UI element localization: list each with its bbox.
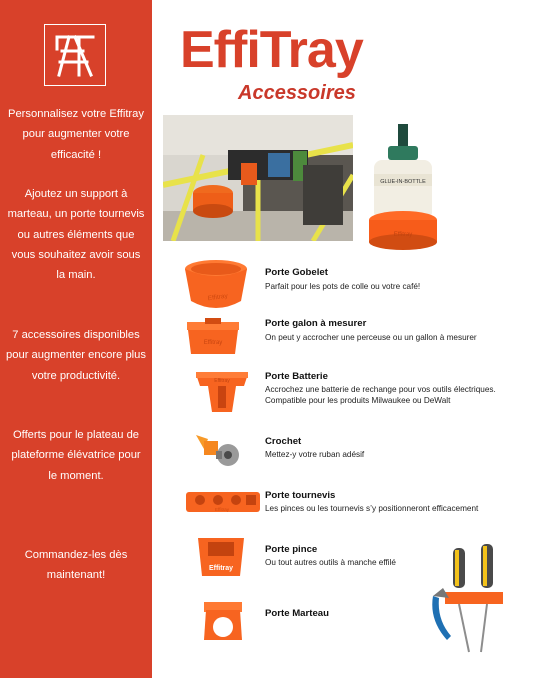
bottle-label: GLUE-IN-BOTTLE: [380, 179, 426, 185]
svg-text:Effitray: Effitray: [214, 378, 230, 384]
sidebar-paragraph-intro: Personnalisez votre Effitray pour augmenter votre efficacité !: [8, 108, 144, 161]
screwdriver-holder-icon: [184, 488, 262, 516]
battery-holder-icon: [192, 368, 252, 416]
svg-text:Effitray: Effitray: [207, 292, 229, 303]
sidebar-paragraph-support: Ajoutez un support à marteau, un porte tournevis ou autres éléments que vous souhaitez avoir sous la main.: [7, 188, 145, 282]
product-name-hook: Crochet: [265, 436, 302, 447]
hammer-holder-icon: [200, 600, 246, 644]
product-description-battery-holder: Accrochez une batterie de rechange pour vos outils électriques.: [265, 385, 496, 394]
product-description-cup-holder: Parfait pour les pots de colle ou votre café!: [265, 282, 421, 291]
sidebar-paragraph-cta: Commandez-les dès maintenant!: [24, 549, 128, 582]
bottle-in-holder-photo: [362, 124, 444, 254]
product-name-cup-holder: Porte Gobelet: [265, 267, 328, 278]
sidebar-paragraph-offer: Offerts pour le plateau de plateforme élévatrice pour le moment.: [11, 429, 141, 482]
product-name-tape-holder: Porte galon à mesurer: [265, 318, 367, 329]
cup-holder-icon: [181, 257, 251, 317]
product-name-battery-holder: Porte Batterie: [265, 371, 328, 382]
sidebar: [0, 0, 152, 678]
tray-brand-mark: Effitray: [393, 232, 413, 238]
product-description-tape-holder: On peut y accrocher une perceuse ou un gallon à mesurer: [265, 333, 477, 342]
product-description-screwdriver-holder: Les pinces ou les tournevis s’y positionneront efficacement: [265, 504, 479, 513]
product-description-battery-compat: Compatible pour les produits Milwaukee ou DeWalt: [265, 396, 451, 405]
product-description-plier-holder: Ou tout autres outils à manche effilé: [265, 558, 396, 567]
svg-text:Effitray: Effitray: [208, 565, 234, 572]
sidebar-paragraph-count: 7 accessoires disponibles pour augmenter encore plus votre productivité.: [6, 329, 146, 382]
product-name-screwdriver-holder: Porte tournevis: [265, 490, 336, 501]
ladder-logo-icon: [44, 24, 106, 86]
svg-text:Effitray: Effitray: [215, 507, 229, 512]
product-description-hook: Mettez-y votre ruban adésif: [265, 450, 365, 459]
page-subtitle: Accessoires: [238, 82, 356, 104]
page-title: EffiTray: [180, 21, 363, 79]
plier-holder-icon: [194, 534, 248, 580]
product-name-hammer-holder: Porte Marteau: [265, 608, 329, 619]
hook-icon: [194, 431, 244, 469]
tape-holder-icon: [185, 318, 241, 358]
tray-on-platform-photo: [163, 115, 353, 241]
screwdrivers-in-holder-photo: [425, 540, 517, 660]
svg-text:Effitray: Effitray: [203, 340, 223, 346]
product-name-plier-holder: Porte pince: [265, 544, 318, 555]
